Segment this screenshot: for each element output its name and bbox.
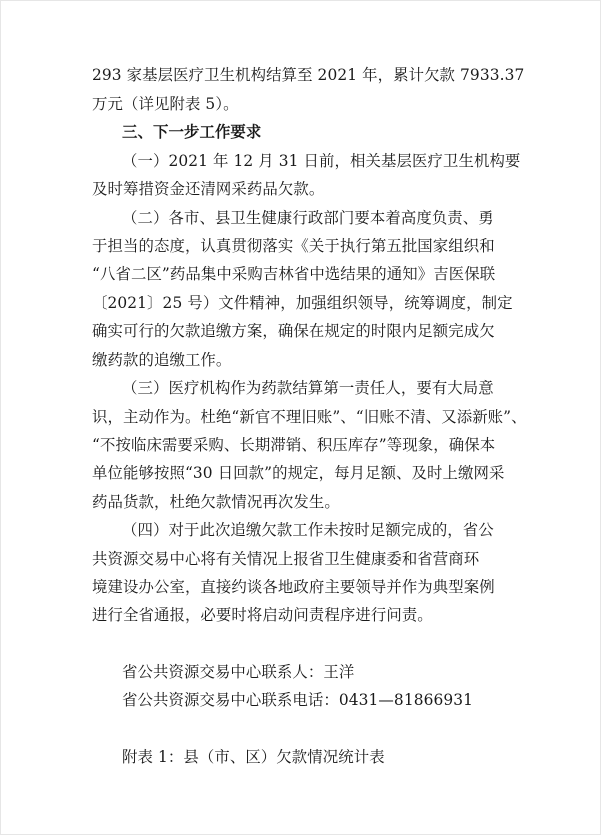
body-line: 293 家基层医疗卫生机构结算至 2021 年，累计欠款 7933.37 <box>92 66 525 84</box>
body-line: 万元（详见附表 5）。 <box>92 95 239 113</box>
paragraph-2-line: 缴药款的追缴工作。 <box>92 351 232 369</box>
paragraph-2-line: 于担当的态度，认真贯彻落实《关于执行第五批国家组织和 <box>92 237 495 255</box>
paragraph-3-line: “不按临床需要采购、长期滞销、积压库存”等现象，确保本 <box>92 436 496 454</box>
attachment-note: 附表 1：县（市、区）欠款情况统计表 <box>122 748 385 766</box>
paragraph-2-line: 〔2021〕25 号）文件精神，加强组织领导，统筹调度，制定 <box>92 294 513 312</box>
paragraph-1-line: 及时筹措资金还清网采药品欠款。 <box>92 180 325 198</box>
paragraph-3-line: （三）医疗机构作为药款结算第一责任人，要有大局意 <box>122 379 494 397</box>
contact-person: 省公共资源交易中心联系人：王洋 <box>122 663 355 681</box>
paragraph-4-line: 共资源交易中心将有关情况上报省卫生健康委和省营商环 <box>92 550 480 568</box>
contact-phone: 省公共资源交易中心联系电话：0431—81866931 <box>122 691 474 709</box>
paragraph-1-line: （一）2021 年 12 月 31 日前，相关基层医疗卫生机构要 <box>122 152 521 170</box>
paragraph-4-line: （四）对于此次追缴欠款工作未按时足额完成的，省公 <box>122 521 494 539</box>
paragraph-3-line: 识，主动作为。杜绝“新官不理旧账”、“旧账不清、又添新账”、 <box>92 408 527 426</box>
paragraph-4-line: 进行全省通报，必要时将启动问责程序进行问责。 <box>92 606 433 624</box>
paragraph-2-line: （二）各市、县卫生健康行政部门要本着高度负责、勇 <box>122 209 494 227</box>
paragraph-2-line: “八省二区”药品集中采购吉林省中选结果的通知》吉医保联 <box>92 265 496 283</box>
section-heading: 三、下一步工作要求 <box>122 123 262 141</box>
paragraph-4-line: 境建设办公室，直接约谈各地政府主要领导并作为典型案例 <box>92 578 495 596</box>
paragraph-3-line: 药品货款，杜绝欠款情况再次发生。 <box>92 493 340 511</box>
paragraph-2-line: 确实可行的欠款追缴方案，确保在规定的时限内足额完成欠 <box>92 322 495 340</box>
paragraph-3-line: 单位能够按照“30 日回款”的规定，每月足额、及时上缴网采 <box>92 464 505 482</box>
